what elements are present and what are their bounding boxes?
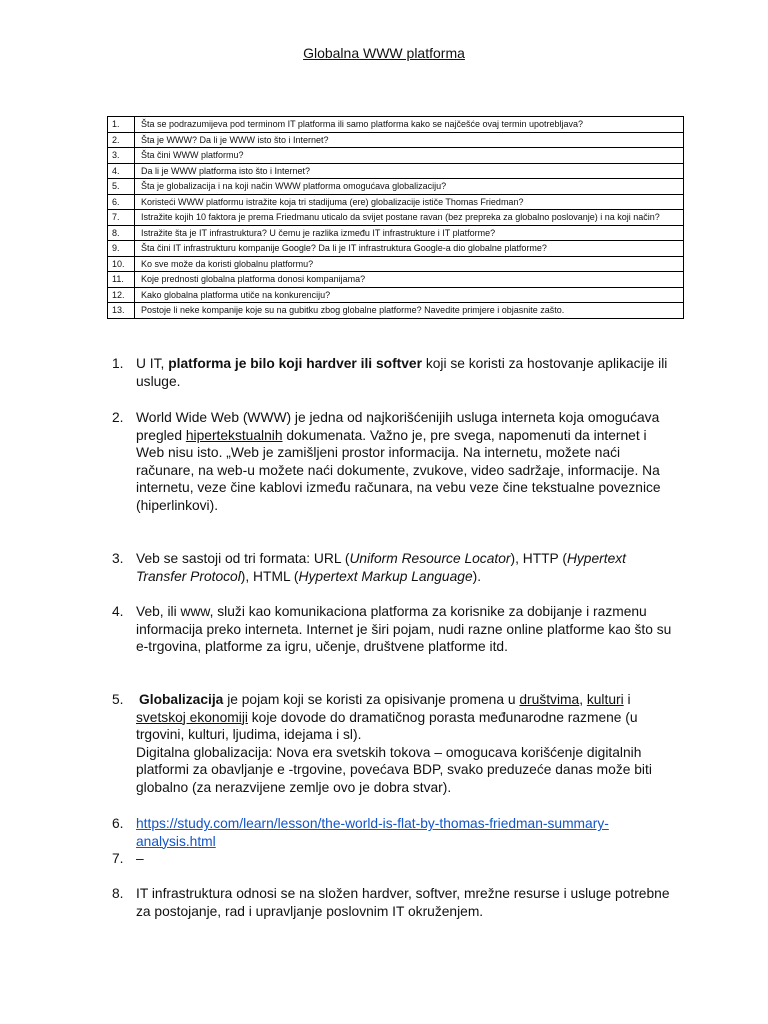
underlined-term: svetskoj ekonomiji xyxy=(136,709,248,725)
question-text: Postoje li neke kompanije koje su na gubitku zbog globalne platforme? Navedite primjere i objasnite zašto. xyxy=(135,303,684,319)
question-text: Šta čini WWW platformu? xyxy=(135,148,684,164)
underlined-term: kulturi xyxy=(586,692,624,707)
question-row xyxy=(108,163,684,179)
question-text: Ko sve može da koristi globalnu platformu? xyxy=(135,256,684,272)
answer-3 xyxy=(112,550,678,585)
answer-text: koje dovode do dramatičnog porasta međunarodne razmene (u trgovini, kulturi, ljudima, idejama i sl). xyxy=(136,709,638,742)
question-row xyxy=(108,132,684,148)
question-number: 12. xyxy=(108,287,135,303)
answer-text: dokumenata. Važno je, pre svega, napomenuti da internet i Web nisu isto. „Web je zamišljeni prostor informacija. Na internetu, možete naći računare, na web-u možete naći dokumente, zvukove, video sadržaje, informacije. Na internetu, veze čine kablovi između računara, na vebu veze čine tekstualne poveznice (hiperlinkovi). xyxy=(136,427,661,513)
italic-term: Hypertext Markup Language xyxy=(298,568,473,584)
underlined-term: društvima xyxy=(519,692,580,707)
question-row xyxy=(108,303,684,319)
question-text: Istražite kojih 10 faktora je prema Friedmanu uticalo da svijet postane ravan (bez prepreka za globalno poslovanje) i na koji način? xyxy=(135,210,684,226)
answer-5 xyxy=(112,691,678,796)
question-text: Koje prednosti globalna platforma donosi kompanijama? xyxy=(135,272,684,288)
answer-bold: Globalizacija xyxy=(139,692,224,707)
question-number: 6. xyxy=(108,194,135,210)
question-text: Šta se podrazumijeva pod terminom IT platforma ili samo platforma kako se najčešće ovaj termin upotrebljava? xyxy=(135,117,684,133)
question-number: 2. xyxy=(108,132,135,148)
answer-text: koji se koristi za hostovanje aplikacije ili usluge. xyxy=(136,356,668,389)
question-row xyxy=(108,194,684,210)
answer-number: 4. xyxy=(112,604,124,619)
question-row xyxy=(108,225,684,241)
question-number: 10. xyxy=(108,256,135,272)
question-number: 11. xyxy=(108,272,135,288)
question-text: Šta čini IT infrastrukturu kompanije Google? Da li je IT infrastruktura Google-a dio globalne platforme? xyxy=(135,241,684,257)
question-text: Koristeći WWW platformu istražite koja tri stadijuma (ere) globalizacije ističe Thomas Friedman? xyxy=(135,194,684,210)
answer-text: , xyxy=(579,692,587,707)
answer-text: Digitalna globalizacija: Nova era svetskih tokova – omogucava korišćenje digitalnih platformi za obavljanje e -trgovine, povećava BDP, svako preduzeće danas može biti globalno (za nerazvijene zemlje ovo je dobra stvar). xyxy=(136,744,652,795)
question-number: 1. xyxy=(108,117,135,133)
title-text: Globalna WWW platforma xyxy=(303,45,465,61)
question-text: Šta je WWW? Da li je WWW isto što i Internet? xyxy=(135,132,684,148)
answer-text: je pojam koji se koristi za opisivanje promena u xyxy=(223,692,520,707)
question-row xyxy=(108,117,684,133)
question-text: Šta je globalizacija i na koji način WWW platforma omogućava globalizaciju? xyxy=(135,179,684,195)
reference-link[interactable]: https://study.com/learn/lesson/the-world-is-flat-by-thomas-friedman-summary-analysis.html xyxy=(136,816,609,849)
question-row xyxy=(108,287,684,303)
questions-table xyxy=(107,116,684,319)
question-number: 4. xyxy=(108,163,135,179)
answer-2 xyxy=(112,409,678,514)
answer-text: World Wide Web (WWW) je jedna od najkorišćenijih usluga interneta koja omogućava pregled xyxy=(136,410,660,443)
answer-8 xyxy=(112,885,678,920)
answer-7 xyxy=(112,850,678,868)
question-number: 3. xyxy=(108,148,135,164)
italic-term: Uniform Resource Locator xyxy=(349,551,511,566)
answer-text: U IT, xyxy=(136,356,169,371)
answer-number: 3. xyxy=(112,551,124,566)
answer-text: – xyxy=(136,851,144,866)
answer-1 xyxy=(112,355,678,390)
answer-text: Veb, ili www, služi kao komunikaciona platforma za korisnike za dobijanje i razmenu informacija preko interneta. Internet je širi pojam, nudi razne online platforme kao što su e-trgovina, platforme za igru, učenje, društvene platforme itd. xyxy=(136,604,672,654)
answer-number: 7. xyxy=(112,851,124,866)
answer-number: 1. xyxy=(112,356,124,371)
answer-number: 5. xyxy=(112,692,124,707)
answer-text: i xyxy=(623,692,631,707)
question-row xyxy=(108,256,684,272)
question-row xyxy=(108,210,684,226)
answer-number: 2. xyxy=(112,410,124,425)
answer-bold: platforma je bilo koji hardver ili softver xyxy=(168,356,422,371)
answer-number: 6. xyxy=(112,816,124,831)
question-number: 8. xyxy=(108,225,135,241)
italic-term: Hypertext Transfer Protocol xyxy=(136,551,626,584)
answer-text: ). xyxy=(472,568,482,584)
page-title xyxy=(0,45,768,61)
question-number: 9. xyxy=(108,241,135,257)
question-row xyxy=(108,241,684,257)
question-number: 5. xyxy=(108,179,135,195)
answer-text: ), HTML ( xyxy=(240,568,299,584)
answer-text: Veb se sastoji od tri formata: URL ( xyxy=(136,551,350,566)
question-row xyxy=(108,179,684,195)
question-row xyxy=(108,148,684,164)
answer-text: IT infrastruktura odnosi se na složen hardver, softver, mrežne resurse i usluge potrebne za postojanje, rad i upravljanje poslovnim IT okruženjem. xyxy=(136,886,670,919)
answer-number: 8. xyxy=(112,886,124,901)
answer-6 xyxy=(112,815,678,850)
underlined-term: hipertekstualnih xyxy=(185,427,283,443)
question-text: Da li je WWW platforma isto što i Internet? xyxy=(135,163,684,179)
answer-text: ), HTTP ( xyxy=(510,551,567,566)
question-number: 13. xyxy=(108,303,135,319)
answer-4 xyxy=(112,603,678,656)
question-text: Istražite šta je IT infrastruktura? U čemu je razlika između IT infrastrukture i IT platforme? xyxy=(135,225,684,241)
question-text: Kako globalna platforma utiče na konkurenciju? xyxy=(135,287,684,303)
question-number: 7. xyxy=(108,210,135,226)
question-row xyxy=(108,272,684,288)
